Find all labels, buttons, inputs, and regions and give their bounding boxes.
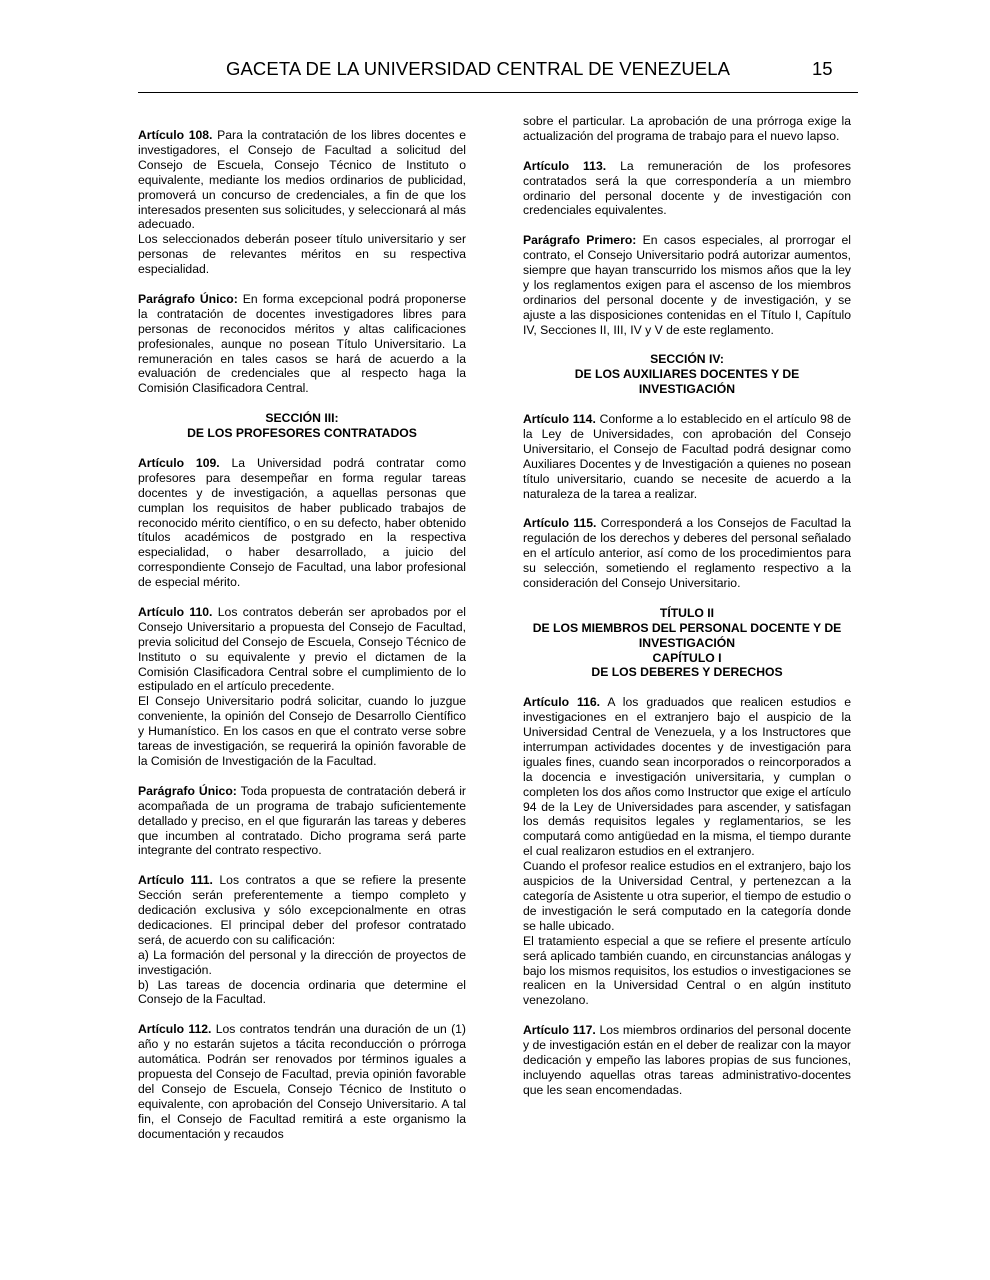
article-text: La Universidad podrá contratar como profesores para desempeñar en forma regular tareas docentes y de investigación, a aquellas personas que cumplan los requisitos de haber publicado trabajos de reconocido mérito científico, o en su defecto, haber obtenido títulos académicos de postgrado en la respectiva especialidad, o haber desarrollado, a juicio del correspondiente Consejo de Facultad, una labor profesional de especial mérito. — [138, 455, 466, 590]
article-label: Artículo 113. — [523, 158, 607, 173]
article-text: Conforme a lo establecido en el artículo 98 de la Ley de Universidades, con aprobación del Consejo Universitario, el Consejo de Facultad podrá designar como Auxiliares Docentes y de Investigación a quienes no posean título universitario, cuando se necesite de acuerdo a la naturaleza de la tarea a realizar. — [523, 412, 851, 501]
article-text: Los contratos tendrán una duración de un (1) año y no estarán sujetos a tácita reconducción o prórroga automática. Podrán ser renovados por términos iguales a propuesta del Consejo de Facultad, previa opinión favorable del Consejo de Escuela, Consejo Técnico de Instituto o equivalente, con aprobación del Consejo Universitario. A tal fin, el Consejo de Facultad remitirá a este organismo la documentación y recaudos — [138, 1022, 466, 1141]
left-column — [138, 128, 466, 1142]
article-label: Artículo 116. — [523, 695, 601, 710]
article-111-item-a: a) La formación del personal y la dirección de proyectos de investigación. — [138, 947, 466, 977]
title-name: INVESTIGACIÓN — [638, 635, 736, 650]
article-text: Corresponderá a los Consejos de Facultad la regulación de los derechos y deberes del personal señalado en el artículo anterior, así como de los procedimientos para su selección, sometiendo el reglamento respectivo a la consideración del Consejo Universitario. — [523, 516, 851, 591]
paragrafo-unico-1 — [138, 292, 466, 396]
article-108-paragraph-2: Los seleccionados deberán poseer título universitario y ser personas de relevantes méritos en su respectiva especialidad. — [138, 232, 466, 277]
title-name: DE LOS MIEMBROS DEL PERSONAL DOCENTE Y DE — [532, 620, 842, 635]
paragraph-text: En casos especiales, al prorrogar el contrato, el Consejo Universitario podrá autorizar aumentos, siempre que hayan transcurrido los mismos años que la ley y los reglamentos exigen para el ascenso de los miembros ordinarios del personal docente y de investigación, y se ajuste a las disposiciones contenidas en el Título I, Capítulo IV, Secciones II, III, IV y V de este reglamento. — [523, 233, 851, 337]
article-111-item-b: b) Las tareas de docencia ordinaria que determine el Consejo de la Facultad. — [138, 977, 466, 1007]
article-117 — [523, 1023, 851, 1098]
article-116-paragraph-3: El tratamiento especial a que se refiere el presente artículo será aplicado también cuando, en circunstancias análogas y bajo los mismos requisitos, los estudios o investigaciones se realicen en la Universidad Central o en algún instituto venezolano. — [523, 933, 851, 1008]
paragraph-label: Parágrafo Único: — [138, 783, 237, 798]
chapter-number: CAPÍTULO I — [652, 650, 722, 665]
article-116-paragraph-2: Cuando el profesor realice estudios en el extranjero, bajo los auspicios de la Universidad Central, y pertenezcan a la categoría de Asistente u otra superior, el tiempo de estudio o de investigación le será computado en la categoría donde se halle ubicado. — [523, 859, 851, 933]
article-text: Los miembros ordinarios del personal docente y de investigación están en el deber de realizar con la mayor dedicación y empeño las labores propias de sus funciones, incluyendo aquellas otras tareas administrativo-docentes que les sean encomendadas. — [523, 1023, 851, 1097]
article-label: Artículo 114. — [523, 412, 596, 427]
article-label: Artículo 115. — [523, 516, 597, 531]
section-title: SECCIÓN IV: — [650, 352, 724, 367]
article-110 — [138, 605, 466, 694]
article-text: A los graduados que realicen estudios e investigaciones en el extranjero bajo el auspicio de la Universidad Central de Venezuela, y a los Instructores que interrumpan actividades docentes y de investigación para iguales fines, cuando sean incorporados o reincorporados a la docencia e investigación universitaria, y cumplan o completen los dos años como Instructor que exige el artículo 94 de la Ley de Universidades para ascender, y satisfagan los demás requisitos legales y reglamentarios, se les computará como antigüedad en la misma, el tiempo durante el cual realizaron estudios en el extranjero. — [523, 695, 851, 859]
article-115 — [523, 516, 851, 591]
article-116 — [523, 695, 851, 859]
article-108 — [138, 128, 466, 232]
section-subtitle: DE LOS PROFESORES CONTRATADOS — [187, 426, 417, 441]
paragraph-text: Toda propuesta de contratación deberá ir acompañada de un programa de trabajo suficientemente detallado y preciso, en el que figurarán las tareas y deberes que incumben al contratado. Dicho programa será parte integrante del contrato respectivo. — [138, 783, 466, 858]
paragrafo-primero — [523, 233, 851, 337]
article-label: Artículo 117. — [523, 1023, 596, 1038]
section-title: SECCIÓN III: — [265, 411, 339, 426]
paragraph-text: En forma excepcional podrá proponerse la contratación de docentes investigadores libres para personas de reconocidos méritos y altas calificaciones profesionales, aunque no posean Título Universitario. La remuneración en tales casos se hará de acuerdo a la evaluación de credenciales que al respecto haga la Comisión Clasificadora Central. — [138, 291, 467, 396]
article-110-paragraph-2: El Consejo Universitario podrá solicitar, cuando lo juzgue conveniente, la opinión del Consejo de Desarrollo Científico y Humanístico. En los casos en que el contrato verse sobre tareas de investigación, se requerirá la opinión favorable de la Comisión de Investigación de la Facultad. — [138, 694, 466, 768]
section-subtitle: DE LOS AUXILIARES DOCENTES Y DE — [574, 367, 800, 382]
section-iv-heading — [523, 352, 851, 397]
article-113 — [523, 159, 851, 219]
gazette-title: GACETA DE LA UNIVERSIDAD CENTRAL DE VENEZUELA — [226, 58, 731, 79]
page-number: 15 — [812, 58, 833, 79]
article-text: Los contratos a que se refiere la presente Sección serán preferentemente a tiempo completo y dedicación exclusiva y sólo excepcionalmente en otras dedicaciones. El principal deber del profesor contratado será, de acuerdo con su calificación: — [138, 873, 466, 947]
titulo-ii-heading — [523, 606, 851, 681]
right-column — [523, 114, 851, 1098]
article-label: Artículo 111. — [138, 873, 213, 888]
article-109 — [138, 456, 466, 590]
article-text: Los contratos deberán ser aprobados por el Consejo Universitario a propuesta del Consejo de Facultad, previa solicitud del Consejo de Escuela, Consejo Técnico de Instituto o su equivalente y previo el dictamen de la Comisión Clasificadora Central sobre el cumplimiento de lo estipulado en el artículo precedente. — [138, 604, 466, 694]
paragraph-label: Parágrafo Primero: — [523, 233, 637, 248]
article-114 — [523, 412, 851, 501]
paragrafo-unico-2 — [138, 784, 466, 859]
article-label: Artículo 110. — [138, 604, 213, 619]
article-label: Artículo 109. — [138, 455, 220, 470]
chapter-name: DE LOS DEBERES Y DERECHOS — [591, 665, 783, 680]
paragraph-label: Parágrafo Único: — [138, 291, 238, 306]
article-111 — [138, 873, 466, 948]
section-iii-heading — [138, 411, 466, 441]
article-label: Artículo 108. — [138, 128, 213, 142]
article-112-continuation: sobre el particular. La aprobación de una prórroga exige la actualización del programa de trabajo para el nuevo lapso. — [523, 114, 851, 143]
section-subtitle: INVESTIGACIÓN — [638, 382, 736, 397]
page-header — [138, 58, 858, 93]
article-label: Artículo 112. — [138, 1022, 212, 1037]
article-112 — [138, 1022, 466, 1141]
title-number: TÍTULO II — [659, 605, 715, 620]
article-text: La remuneración de los profesores contratados será la que correspondería a un miembro ordinario del personal docente y de investigación con credenciales equivalentes. — [523, 158, 851, 218]
article-text: Para la contratación de los libres docentes e investigadores, el Consejo de Facultad a solicitud del Consejo de Escuela, Consejo Técnico de Instituto o equivalente, mediante los medios ordinarios de publicidad, promoverá un concurso de credenciales, a fin de que los interesados presenten sus solicitudes, y seleccionará al más adecuado. — [138, 128, 467, 232]
